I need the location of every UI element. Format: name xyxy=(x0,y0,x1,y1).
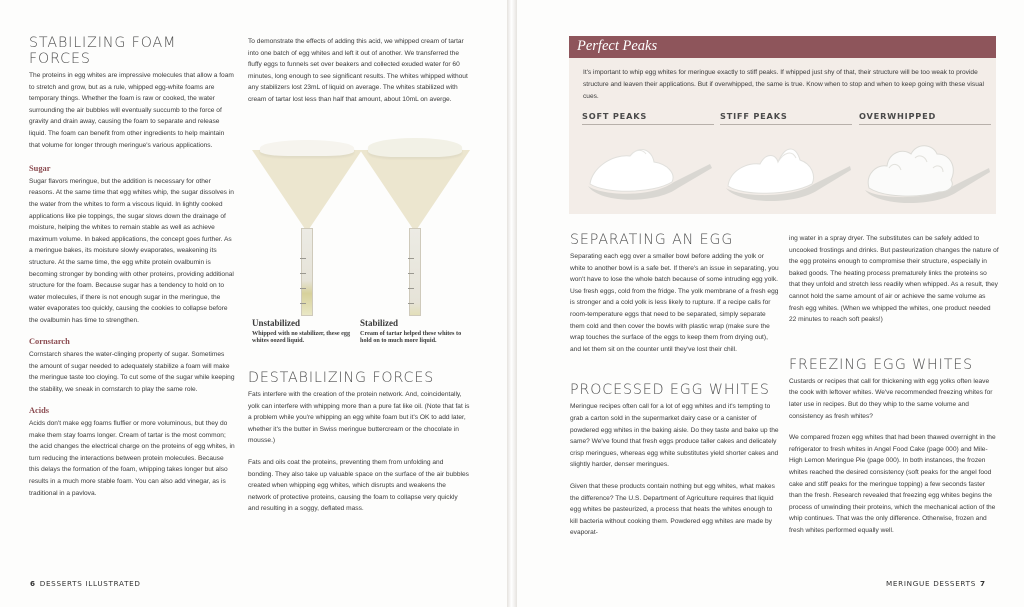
processed-continued-text: ing water in a spray dryer. The substitutes can be safely added to uncooked frostings and drinks. But pasteurization changes the nature of the egg proteins enough to compromise their structure, especially in baked goods. The heating process prematurely links the proteins so that they unfold and stretch less readily when whipped. As a result, they cannot hold the same amount of air or achieve the same volume as fresh egg whites. (When we whipped the whites, one product needed 22 minutes to reach soft peaks!) xyxy=(789,235,999,324)
left-column-2 xyxy=(248,36,470,113)
sidebar-title: Perfect Peaks xyxy=(577,38,658,54)
left-column-1 xyxy=(29,35,235,506)
sugar-text: Sugar flavors meringue, but the addition is necessary for other reasons. At the same time that egg whites whip, the sugar dissolves in the water from the whites to form a viscous liquid. In lightly cooked applications like pie toppings, the sugar slows down the drainage of moisture, helping the whites to remain stable as well as achieve maximum volume. In baked applications, the concept goes further. As a meringue bakes, its moisture slowly evaporates, weakening its structure. At the same time, the egg white protein ovalbumin is becoming stronger by bonding with other proteins, providing additional structure for the foam. Because sugar has a tendency to hold on to water molecules, if there is not enough sugar in the meringue, the water evaporates too quickly, causing the cookies to collapse before the ovalbumin has time to strengthen. xyxy=(29,177,234,324)
left-folio xyxy=(30,579,141,588)
freezing-egg-whites-heading: FREEZING EGG WHITES xyxy=(789,356,974,373)
freezing-p1: Custards or recipes that call for thickening with egg yolks often leave the cook with leftover whites. We've recommended freezing whites for later use in recipes. But do they whip to the same volume and consistency as fresh whites? xyxy=(789,377,993,420)
cornstarch-heading: Cornstarch xyxy=(29,337,70,347)
processed-p1: Meringue recipes often call for a lot of egg whites and it's tempting to grab a carton sold in the supermarket dairy case or a canister of powdered egg whites in the baking aisle. Do they taste and bake up the same? We've found that fresh eggs produce taller cakes and delicately crisp meringues, whereas egg white substitutes yield shorter cakes and slightly harder, denser meringues. xyxy=(570,403,779,469)
right-folio xyxy=(886,579,990,588)
sidebar-text: It's important to whip egg whites for meringue exactly to stiff peaks. If whipped just shy of that, their structure will be too weak to provide structure and leaven their applications. But if overwhipped, the same is true. Know when to stop and when to keep going with these visual cues. xyxy=(583,69,984,100)
stabilized-caption-title: Stabilized xyxy=(360,318,399,328)
acids-text: Acids don't make egg foams fluffier or more voluminous, but they do make them stay foams longer. Cream of tartar is the most common; the acid changes the electrical charge on the proteins of egg whites, in turn reducing the interactions between protein molecules. Because this delays the formation of the foam, whipping takes longer but also results in a much more stable foam. You can also add vinegar, as is traditional in a pavlova. xyxy=(29,420,235,497)
right-running-title: MERINGUE DESSERTS xyxy=(886,579,976,588)
destabilizing-p2: Fats and oils coat the proteins, preventing them from unfolding and bonding. They also take up valuable space on the surface of the air bubbles created when whipping egg whites, which disrupts and weakens the network of protective proteins, causing the foam to collapse very quickly and resulting in a soggy, deflated mass. xyxy=(248,458,469,513)
page-gutter xyxy=(507,0,517,607)
stiff-peaks-label: STIFF PEAKS xyxy=(720,111,788,121)
processed-p2: Given that these products contain nothing but egg whites, what makes the difference? The U.S. Department of Agriculture requires that liquid egg whites be pasteurized, a process that heats the whites enough to kill bacteria without cooking them. Powdered egg whites are made by evaporat- xyxy=(570,482,775,537)
stabilizing-intro: The proteins in egg whites are impressive molecules that allow a foam to stretch and grow, but as a rule, whipped egg-white foams are temporary things. Whether the foam is raw or cooked, the water surrounding the air bubbles will eventually succumb to the force of gravity and drain away, causing the foam to separate and release liquid. The foam can benefit from other ingredients to help maintain that volume for longer through meringue's various applications. xyxy=(29,72,234,149)
right-page-number: 7 xyxy=(979,579,986,588)
overwhipped-spoon-image xyxy=(859,134,991,210)
overwhipped-rule xyxy=(859,124,991,125)
cornstarch-text: Cornstarch shares the water-clinging property of sugar. Sometimes the amount of sugar needed to adequately stabilize a foam will make the meringue taste too cloying. To cut some of the sugar while keeping the stability, we sneak in cornstarch to play the same role. xyxy=(29,351,235,393)
right-column-2 xyxy=(789,233,999,543)
sidebar-title-bar xyxy=(569,36,996,58)
destabilizing-heading: DESTABILIZING FORCES xyxy=(248,370,435,386)
destabilizing-section xyxy=(248,370,470,522)
unstabilized-caption-text: Whipped with no stabilizer, these egg whites oozed liquid. xyxy=(252,330,351,345)
separating-egg-heading: SEPARATING AN EGG xyxy=(570,232,734,248)
soft-peaks-label: SOFT PEAKS xyxy=(582,111,648,121)
funnel-figure xyxy=(250,138,472,360)
unstabilized-caption-title: Unstabilized xyxy=(252,318,301,328)
perfect-peaks-sidebar xyxy=(569,36,996,214)
soft-peaks-spoon-image xyxy=(582,134,714,210)
acid-demo-text: To demonstrate the effects of adding this acid, we whipped cream of tartar into one batch of egg whites and left it out of another. We transferred the fluffy eggs to funnels set over beakers and collected exuded water for 60 minutes, long enough to see significant results. The whites whipped without any stabilizers lost 23mL of liquid on average. The whites stabilized with cream of tartar lost less than half that amount, about 10mL on averge. xyxy=(248,38,468,103)
left-running-title: DESSERTS ILLUSTRATED xyxy=(39,579,141,588)
separating-egg-text: Separating each egg over a smaller bowl before adding the yolk or white to another bowl is a safe bet. If there's an issue in separating, you won't have to lose the whole batch because of some intruding egg yolk. Use fresh eggs, cold from the fridge. The yolk membrane of a fresh egg is stronger and a cold yolk is less likely to rupture. If a recipe calls for room-temperature eggs that need to be separated, simply separate them cold and then cover the bowls with plastic wrap (make sure the wrap touches the surface of the eggs to keep them from drying out), and let them sit on the counter until they've lost their chill. xyxy=(570,253,779,353)
right-column-1 xyxy=(570,232,779,546)
sugar-heading: Sugar xyxy=(29,164,51,174)
stabilized-caption-text: Cream of tartar helped these whites to hold on to much more liquid. xyxy=(360,330,462,345)
stiff-peaks-spoon-image xyxy=(720,134,852,210)
soft-peaks-rule xyxy=(582,124,714,125)
stabilized-funnel-image xyxy=(360,138,470,316)
stabilizing-foam-heading: STABILIZING FOAM FORCES xyxy=(29,35,177,67)
left-page-number: 6 xyxy=(30,579,36,588)
freezing-p2: We compared frozen egg whites that had been thawed overnight in the refrigerator to fresh whites in Angel Food Cake (page 000) and Mile-High Lemon Meringue Pie (page 000). In both instances, the frozen whites reached the desired consistency (soft peaks for the angel food cake and stiff peaks for the meringue topping) a few seconds faster than the fresh. Research revealed that freezing egg whites begins the process of unwinding their proteins, which the mechanical action of the whip continues. That was the only difference. Otherwise, frozen and fresh whites performed equally well. xyxy=(789,434,996,534)
stiff-peaks-rule xyxy=(720,124,852,125)
unstabilized-funnel-image xyxy=(252,138,362,316)
overwhipped-label: OVERWHIPPED xyxy=(859,111,937,121)
processed-egg-whites-heading: PROCESSED EGG WHITES xyxy=(570,382,770,399)
destabilizing-p1: Fats interfere with the creation of the protein network. And, coincidentally, yolk can interfere with whipping more than a pure fat like oil. (Note that fat is a problem while you're whipping an egg white foam but it's OK to add later, whether it's the butter in Swiss meringue buttercream or the chocolate in mousse.) xyxy=(248,391,470,445)
acids-heading: Acids xyxy=(29,406,50,416)
